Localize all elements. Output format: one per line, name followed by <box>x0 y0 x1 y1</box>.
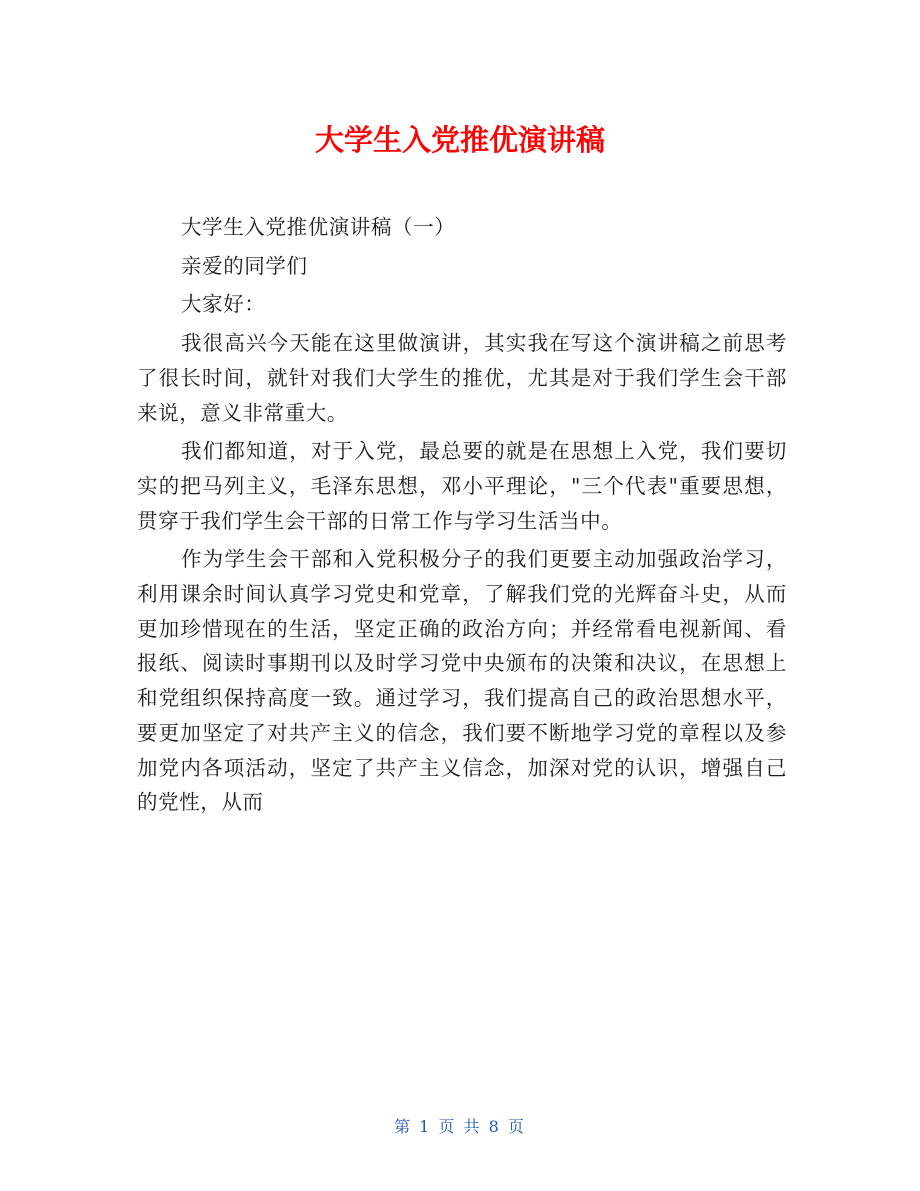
document-title: 大学生入党推优演讲稿 <box>314 123 605 157</box>
paragraph-salutation: 亲爱的同学们 <box>181 253 308 278</box>
paragraph-subtitle: 大学生入党推优演讲稿（一） <box>181 215 456 239</box>
paragraph-greeting: 大家好： <box>181 292 266 317</box>
paragraph-body: 作为学生会干部和入党积极分子的我们更要主动加强政治学习，利用课余时间认真学习党史和党章，了解我们党的光辉奋斗史，从而更加珍惜现在的生活，坚定正确的政治方向；并经常看电视新闻、看报纸、阅读时事期刊以及时学习党中央颁布的决策和决议，在思想上和党组织保持高度一致。通过学习，我们提高自己的政治思想水平，要更加坚定了对共产主义的信念，我们要不断地学习党的章程以及参加党内各项活动，坚定了共产主义信念，加深对党的认识，增强自己的党性，从而 <box>137 547 787 815</box>
paragraph-body: 我很高兴今天能在这里做演讲，其实我在写这个演讲稿之前思考了很长时间，就针对我们大学生的推优，尤其是对于我们学生会干部来说，意义非常重大。 <box>137 331 787 425</box>
page-number-footer: 第 1 页 共 8 页 <box>394 1117 526 1136</box>
document-body <box>137 210 787 820</box>
paragraph-body: 我们都知道，对于入党，最总要的就是在思想上入党，我们要切实的把马列主义，毛泽东思想，邓小平理论，"三个代表"重要思想，贯穿于我们学生会干部的日常工作与学习生活当中。 <box>137 439 787 533</box>
